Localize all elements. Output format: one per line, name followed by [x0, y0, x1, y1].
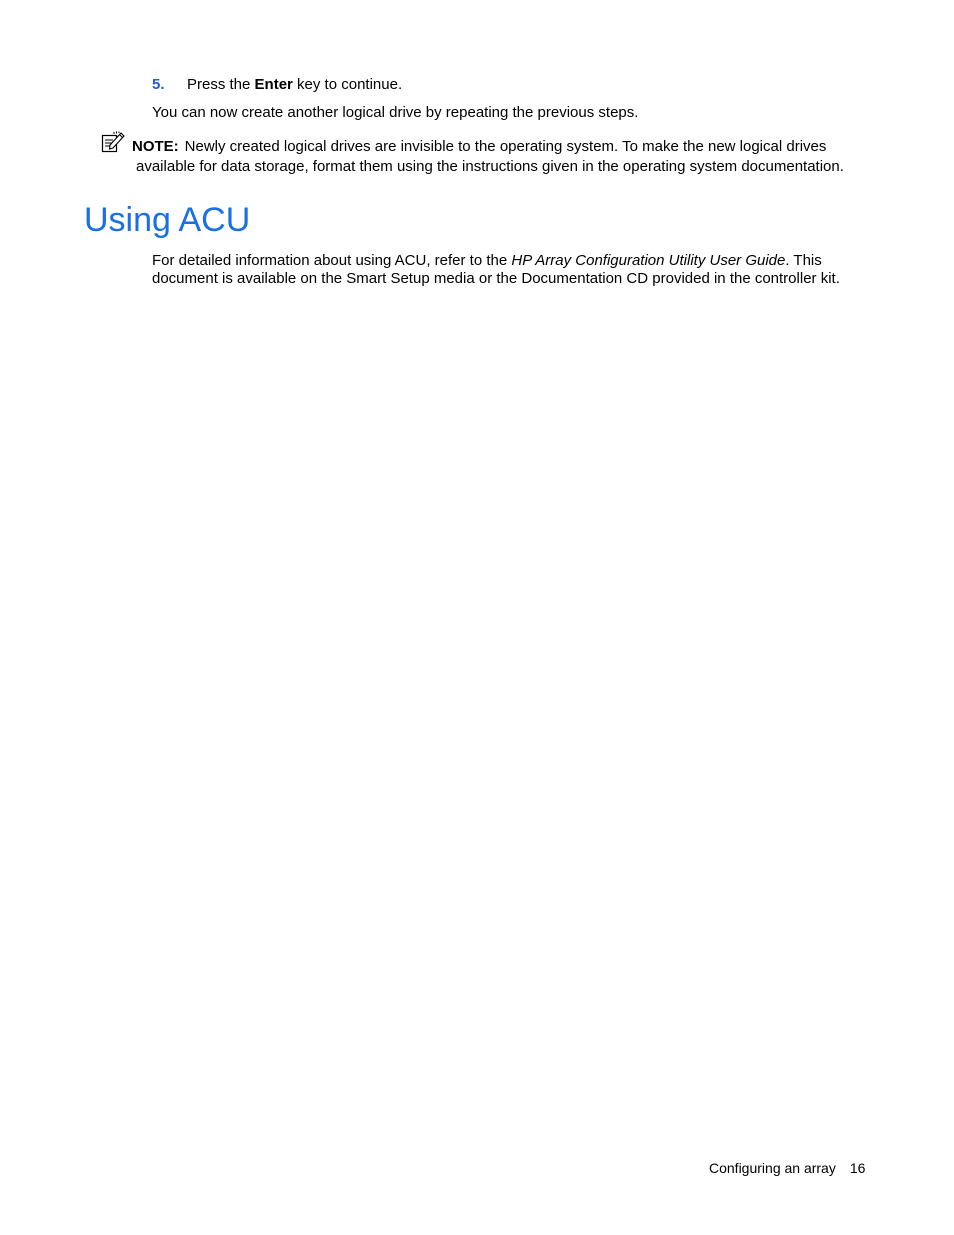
para2-text-before: For detailed information about using ACU, refer to the	[152, 252, 512, 269]
step-5	[152, 75, 402, 95]
note-text-2: available for data storage, format them using the instructions given in the operating system documentation.	[136, 158, 844, 175]
enter-key-label: Enter	[254, 76, 293, 93]
acu-info-paragraph	[152, 252, 872, 288]
guide-title: HP Array Configuration Utility User Guide	[511, 252, 786, 269]
note-icon	[101, 131, 125, 153]
note-block	[132, 137, 862, 177]
step-text-before: Press the	[187, 76, 255, 93]
step-text-after: key to continue.	[292, 76, 403, 93]
note-label: NOTE:	[132, 138, 179, 155]
section-heading: Using ACU	[84, 201, 251, 239]
page-number: 16	[849, 1160, 866, 1176]
step-number: 5.	[152, 76, 165, 93]
note-text-1: Newly created logical drives are invisible to the operating system. To make the new logical drives	[184, 138, 827, 155]
para2-text-after: . This document is available on the Smart Setup media or the Documentation CD provided in the controller kit.	[152, 252, 840, 287]
repeat-steps-paragraph: You can now create another logical drive by repeating the previous steps.	[152, 104, 639, 121]
footer-section-title: Configuring an array	[709, 1160, 836, 1176]
note-line-1	[132, 137, 862, 157]
page-footer	[709, 1158, 865, 1178]
